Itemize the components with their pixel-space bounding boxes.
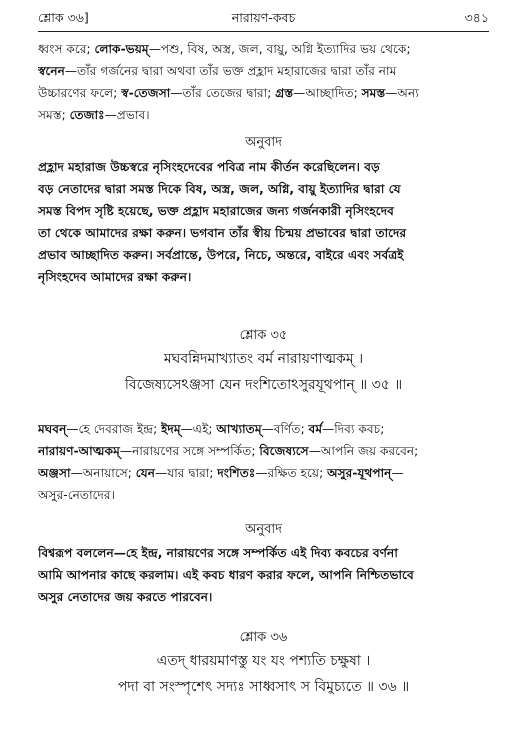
synonyms-continuation bbox=[38, 38, 489, 126]
translation-line: বিশ্বরূপ বললেন—হে ইন্দ্র, নারায়ণের সঙ্গে সম্পর্কিত এই দিব্য কবচের বর্ণনা bbox=[38, 546, 398, 560]
verse-line: এতদ্ ধারয়মাণস্তু যং যং পশ্যতি চক্ষুষা । bbox=[156, 653, 371, 669]
page-number: ৩৪১ bbox=[464, 10, 489, 25]
sanskrit-term: অসুর-যূথপান্ bbox=[327, 466, 392, 480]
verse-text bbox=[38, 648, 489, 700]
gloss-text: —দিব্য কবচ; bbox=[322, 422, 385, 436]
sanskrit-term: লোক-ভয়ম্ bbox=[94, 42, 149, 56]
gloss-text: —নারায়ণের সঙ্গে সম্পর্কিত; bbox=[119, 444, 260, 458]
header-rule bbox=[38, 31, 489, 32]
translation-line: বড় নেতাদের দ্বারা সমস্ত দিকে বিষ, অস্ত্র, জল, অগ্নি, বায়ু ইত্যাদির দ্বারা যে bbox=[38, 182, 401, 196]
synonyms bbox=[38, 418, 489, 506]
translation-heading: অনুবাদ bbox=[245, 522, 282, 537]
sanskrit-term: স্ব-তেজসা bbox=[121, 86, 171, 100]
sanskrit-term: তেজাঃ bbox=[69, 108, 105, 122]
gloss-text: —তাঁর তেজের দ্বারা; bbox=[170, 86, 276, 100]
sanskrit-term: মঘবন্ bbox=[38, 422, 67, 436]
gloss-text: —বর্ণিত; bbox=[261, 422, 309, 436]
gloss-text: —তাঁর গর্জনের দ্বারা অথবা তাঁর ভক্ত প্রহ্লাদ মহারাজের দ্বারা তাঁর নাম bbox=[64, 64, 397, 78]
gloss-text: —প্রভাব। bbox=[104, 108, 150, 122]
synonym-line bbox=[38, 484, 489, 506]
translation-line: প্রহ্লাদ মহারাজ উচ্চস্বরে নৃসিংহদেবের পবিত্র নাম কীর্তন করেছিলেন। বড় bbox=[38, 160, 380, 174]
gloss-text: —আচ্ছাদিত; bbox=[293, 86, 362, 100]
synonym-line bbox=[38, 82, 489, 104]
translation-line: তা থেকে আমাদের রক্ষা করুন। ভগবান তাঁর স্বীয় চিন্ময় প্রভাবের দ্বারা তাদের bbox=[38, 226, 407, 240]
synonym-line bbox=[38, 104, 489, 126]
sanskrit-term: নারায়ণ-আত্মকম্ bbox=[38, 444, 120, 458]
sanskrit-term: স্বনেন bbox=[38, 64, 65, 78]
verse-text bbox=[38, 346, 489, 398]
verse-heading: শ্লোক ৩৫ bbox=[239, 328, 288, 343]
gloss-text: —অনায়াসে; bbox=[70, 466, 136, 480]
sanskrit-term: দংশিতঃ bbox=[217, 466, 256, 480]
verse-line: পদা বা সংস্পৃশেৎ সদ্যঃ সাধ্বসাৎ স বিমুচ্যতে ॥ ৩৬ ॥ bbox=[117, 679, 410, 695]
translation-paragraph bbox=[38, 542, 489, 608]
translation-paragraph bbox=[38, 156, 489, 288]
synonym-line bbox=[38, 38, 489, 60]
running-header bbox=[38, 10, 489, 30]
sanskrit-term: ইদম্ bbox=[161, 422, 181, 436]
synonym-line bbox=[38, 60, 489, 82]
header-chapter-title: নারায়ণ-কবচ bbox=[231, 10, 296, 25]
translation-line: অসুর নেতাদের জয় করতে পারবেন। bbox=[38, 590, 213, 604]
sanskrit-term: বিজেষ্যসে bbox=[259, 444, 309, 458]
gloss-text: —হে দেবরাজ ইন্দ্র; bbox=[66, 422, 162, 436]
gloss-text: —অন্য bbox=[385, 86, 419, 100]
gloss-text: উচ্চারণের ফলে; bbox=[38, 86, 122, 100]
gloss-text: —পশু, বিষ, অস্ত্র, জল, বায়ু, অগ্নি ইত্যাদির ভয় থেকে; bbox=[148, 42, 411, 56]
sanskrit-term: সমস্ত bbox=[361, 86, 386, 100]
translation-line: নৃসিংহদেব আমাদের রক্ষা করুন। bbox=[38, 270, 192, 284]
gloss-text: —যার দ্বারা; bbox=[155, 466, 218, 480]
translation-line: সমস্ত বিপদ সৃষ্টি হয়েছে, ভক্ত প্রহ্লাদ মহারাজের জন্য গর্জনকারী নৃসিংহদেব bbox=[38, 204, 394, 218]
gloss-text: ধ্বংস করে; bbox=[38, 42, 95, 56]
sanskrit-term: অঞ্জসা bbox=[38, 466, 71, 480]
gloss-text: —এই; bbox=[180, 422, 217, 436]
translation-heading: অনুবাদ bbox=[245, 135, 282, 150]
sanskrit-term: যেন bbox=[135, 466, 156, 480]
synonym-line bbox=[38, 440, 489, 462]
synonym-line bbox=[38, 418, 489, 440]
translation-line: আমি আপনার কাছে করলাম। এই কবচ ধারণ করার ফলে, আপনি নিশ্চিতভাবে bbox=[38, 568, 414, 582]
synonym-line bbox=[38, 462, 489, 484]
sanskrit-term: গ্রস্ত bbox=[275, 86, 294, 100]
verse-heading: শ্লোক ৩৬ bbox=[239, 630, 288, 645]
gloss-text: —আপনি জয় করবেন; bbox=[308, 444, 419, 458]
sanskrit-term: আখ্যাতম্ bbox=[216, 422, 262, 436]
gloss-text: অসুর-নেতাদের। bbox=[38, 488, 115, 502]
gloss-text: —রক্ষিত হয়ে; bbox=[255, 466, 328, 480]
gloss-text: — bbox=[391, 466, 404, 480]
translation-line: প্রভাব আচ্ছাদিত করুন। সর্বপ্রান্তে, উপরে, নিচে, অন্তরে, বাইরে এবং সর্বত্রই bbox=[38, 248, 404, 262]
header-verse-ref: শ্লোক ৩৬] bbox=[38, 10, 89, 25]
sanskrit-term: বর্ম bbox=[308, 422, 323, 436]
verse-line: মঘবন্নিদমাখ্যাতং বর্ম নারায়ণাত্মকম্ । bbox=[163, 351, 364, 367]
gloss-text: সমস্ত; bbox=[38, 108, 70, 122]
verse-line: বিজেষ্যসেঽঞ্জসা যেন দংশিতোঽসুরযূথপান্ ॥ ৩৫ ॥ bbox=[124, 377, 403, 393]
